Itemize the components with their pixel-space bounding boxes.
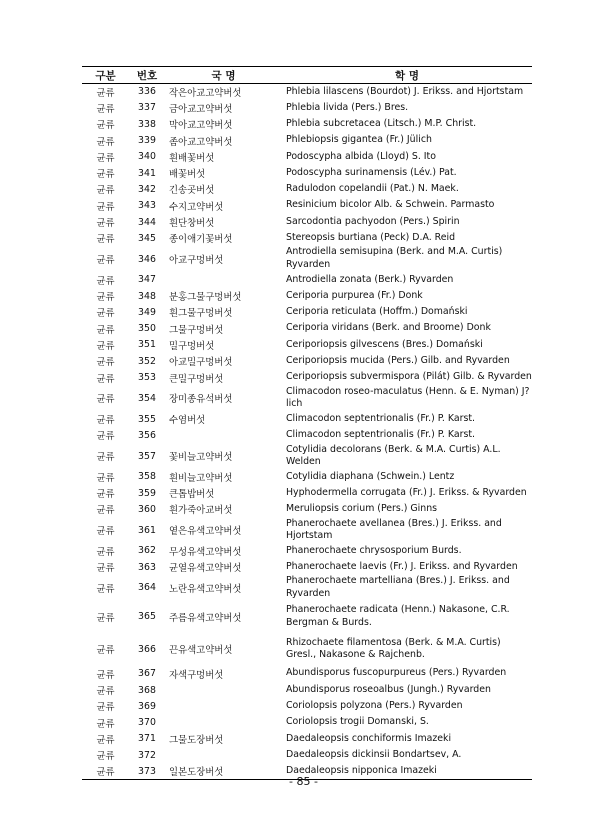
category-cell: 균류 (96, 612, 115, 624)
table-row (82, 698, 532, 714)
category-cell: 균류 (96, 415, 115, 427)
number-cell: 365 (138, 611, 156, 623)
number-cell: 356 (138, 429, 156, 441)
number-cell: 346 (138, 253, 156, 265)
category-cell: 균류 (96, 505, 115, 517)
species-table (82, 66, 532, 780)
korean-name-cell: 흰비늘고약버섯 (169, 472, 233, 484)
table-row (82, 731, 532, 747)
korean-name-cell: 수지고약버섯 (169, 201, 224, 213)
table-row (82, 214, 532, 230)
scientific-name-cell: Abundisporus fuscopurpureus (Pers.) Ryvarden (286, 667, 507, 679)
scientific-name-cell: Antrodiella semisupina (Berk. and M.A. Curtis) Ryvarden (286, 246, 503, 271)
scientific-name-cell: Coriolopsis polyzona (Pers.) Ryvarden (286, 700, 463, 711)
scientific-name-cell: Meruliopsis corium (Pers.) Ginns (286, 503, 438, 515)
table-row (82, 353, 532, 369)
number-cell: 368 (138, 684, 156, 696)
table-row (82, 272, 532, 288)
category-cell: 균류 (96, 324, 115, 336)
table-body (82, 84, 532, 780)
korean-name-cell: 흰단창버섯 (169, 218, 215, 230)
category-cell: 균류 (96, 645, 115, 657)
korean-name-cell: 끈유색고약버섯 (169, 645, 233, 657)
table-row (82, 198, 532, 214)
scientific-name-cell: Phlebiopsis gigantea (Fr.) Jülich (286, 134, 432, 146)
table-row (82, 714, 532, 730)
category-cell: 균류 (96, 472, 115, 484)
number-cell: 341 (138, 167, 156, 179)
category-cell: 균류 (96, 452, 115, 464)
number-cell: 343 (138, 200, 156, 212)
number-cell: 372 (138, 749, 156, 761)
category-cell: 균류 (96, 394, 115, 406)
table-row (82, 116, 532, 132)
table-header-row (82, 67, 532, 84)
category-cell: 균류 (96, 489, 115, 501)
korean-name-cell (165, 747, 282, 763)
korean-name-cell: 노란유색고약버섯 (169, 583, 242, 595)
number-cell: 337 (138, 102, 156, 114)
number-cell: 367 (138, 668, 156, 680)
category-cell: 균류 (96, 308, 115, 320)
scientific-name-cell: Daedaleopsis nipponica Imazeki (282, 763, 532, 779)
korean-name-cell (165, 272, 282, 288)
scientific-name-cell: Daedaleopsis conchiformis Imazeki (286, 732, 452, 744)
category-cell: 균류 (96, 526, 115, 538)
scientific-name-cell: Phlebia subcretacea (Litsch.) M.P. Christ. (286, 117, 477, 129)
korean-name-cell: 분홍그물구멍버섯 (169, 292, 242, 304)
korean-name-cell: 아교밀구멍버섯 (169, 357, 233, 369)
scientific-name-cell: Phanerochaete martelliana (Bres.) J. Erikss. and Ryvarden (286, 575, 510, 599)
korean-name-cell: 꽃비늘고약버섯 (169, 452, 233, 464)
korean-name-cell: 흰가죽아교버섯 (169, 505, 233, 517)
table-row (82, 288, 532, 304)
korean-name-cell (165, 714, 282, 730)
category-cell: 균류 (96, 103, 115, 115)
category-cell: 균류 (96, 292, 115, 304)
table-row (82, 132, 532, 148)
table-row (82, 149, 532, 165)
korean-name-cell: 밀구멍버섯 (169, 340, 215, 352)
korean-name-cell (165, 682, 282, 698)
page-number: - 85 - (289, 775, 318, 788)
category-cell: 균류 (96, 718, 115, 730)
table-row (82, 747, 532, 763)
korean-name-cell: 흰배꽃버섯 (169, 152, 215, 164)
category-cell: 균류 (96, 373, 115, 385)
table-row (82, 100, 532, 116)
scientific-name-cell: Climacodon septentrionalis (Fr.) P. Karst. (286, 429, 476, 441)
category-cell: 균류 (96, 275, 115, 287)
scientific-name-cell: Phanerochaete radicata (Henn.) Nakasone, C.R. Bergman & Burds. (286, 604, 510, 628)
korean-name-cell: 장미종유석버섯 (169, 394, 233, 406)
category-cell: 균류 (96, 546, 115, 558)
number-cell: 350 (138, 323, 156, 335)
korean-name-cell: 옅은유색고약버섯 (169, 526, 242, 538)
category-cell: 균류 (96, 136, 115, 148)
scientific-name-cell: Rhizochaete filamentosa (Berk. & M.A. Curtis) Gresl., Nakasone & Rajchenb. (286, 636, 501, 661)
category-cell: 균류 (96, 583, 115, 595)
number-cell: 370 (138, 717, 156, 729)
number-cell: 351 (138, 339, 156, 351)
number-cell: 366 (138, 643, 156, 655)
number-cell: 360 (138, 503, 156, 515)
scientific-name-cell: Ceriporia viridans (Berk. and Broome) Donk (286, 322, 491, 334)
scientific-name-cell: Coriolopsis trogii Domanski, S. (286, 716, 429, 728)
number-cell: 348 (138, 290, 156, 302)
korean-name-cell: 그물도장버섯 (169, 734, 224, 746)
category-cell: 균류 (96, 120, 115, 132)
category-cell: 균류 (96, 563, 115, 575)
scientific-name-cell: Ceriporiopsis mucida (Pers.) Gilb. and Ryvarden (286, 354, 510, 366)
category-cell: 균류 (96, 686, 115, 697)
category-cell: 균류 (96, 431, 115, 443)
scientific-name-cell: Radulodon copelandii (Pat.) N. Maek. (286, 183, 459, 195)
number-cell: 336 (138, 86, 156, 98)
category-cell: 균류 (82, 763, 129, 779)
category-cell: 균류 (96, 669, 115, 681)
number-cell: 349 (138, 306, 156, 318)
korean-name-cell: 아교구멍버섯 (169, 255, 224, 267)
table-row (82, 84, 532, 100)
number-cell: 355 (138, 413, 156, 425)
scientific-name-cell: Resinicium bicolor Alb. & Schwein. Parmasto (286, 199, 495, 211)
number-cell: 345 (138, 232, 156, 244)
korean-name-cell: 막아교고약버섯 (169, 120, 233, 132)
scientific-name-cell: Phanerochaete avellanea (Bres.) J. Erikss. and Hjortstam (286, 517, 502, 542)
number-cell: 363 (138, 561, 156, 573)
number-cell: 354 (138, 392, 156, 404)
number-cell: 357 (138, 450, 156, 462)
korean-name-cell: 작은아교고약버섯 (169, 87, 242, 99)
korean-name-cell: 큰톱밥버섯 (169, 489, 215, 501)
number-cell: 338 (138, 118, 156, 130)
korean-name-cell: 자색구멍버섯 (169, 669, 224, 681)
scientific-name-cell: Ceriporiopsis gilvescens (Bres.) Domański (286, 338, 483, 350)
category-cell: 균류 (96, 340, 115, 352)
category-cell: 균류 (96, 734, 115, 746)
header-korean-name: 국 명 (165, 67, 282, 84)
number-cell: 358 (138, 471, 156, 483)
scientific-name-cell: Podoscypha albida (Lloyd) S. Ito (286, 150, 436, 162)
scientific-name-cell: Climacodon roseo-maculatus (Henn. & E. Nyman) J?lich (286, 385, 530, 410)
korean-name-cell: 균열유색고약버섯 (169, 563, 242, 575)
number-cell: 347 (138, 274, 156, 286)
korean-name-cell: 큰밀구멍버섯 (169, 373, 224, 385)
korean-name-cell: 좀아교고약버섯 (169, 136, 233, 148)
table-row (82, 485, 532, 501)
table-row (82, 427, 532, 443)
scientific-name-cell: Podoscypha surinamensis (Lév.) Pat. (286, 166, 457, 178)
table-row (82, 337, 532, 353)
scientific-name-cell: Ceriporiopsis subvermispora (Pilát) Gilb. & Ryvarden (286, 371, 532, 383)
category-cell: 균류 (96, 87, 115, 99)
korean-name-cell: 수염버섯 (169, 415, 206, 427)
table-row (82, 386, 532, 411)
header-scientific-name: 학 명 (282, 67, 532, 84)
category-cell: 균류 (96, 201, 115, 213)
scientific-name-cell: Sarcodontia pachyodon (Pers.) Spirin (286, 215, 460, 227)
scientific-name-cell: Antrodiella zonata (Berk.) Ryvarden (286, 273, 454, 285)
category-cell: 균류 (96, 218, 115, 230)
category-cell: 균류 (96, 234, 115, 246)
table-row (82, 559, 532, 575)
korean-name-cell (165, 427, 282, 443)
category-cell: 균류 (96, 152, 115, 164)
table-row (82, 304, 532, 320)
scientific-name-cell: Stereopsis burtiana (Peck) D.A. Reid (286, 232, 456, 244)
number-cell: 373 (129, 763, 165, 779)
korean-name-cell: 금아교고약버섯 (169, 103, 233, 115)
table-row (82, 321, 532, 337)
table-row (82, 411, 532, 427)
scientific-name-cell: Climacodon septentrionalis (Fr.) P. Karst. (286, 412, 476, 424)
scientific-name-cell: Daedaleopsis dickinsii Bondartsev, A. (286, 748, 462, 760)
number-cell: 352 (138, 355, 156, 367)
number-cell: 344 (138, 216, 156, 228)
table-row (82, 682, 532, 698)
number-cell: 359 (138, 487, 156, 499)
table-row (82, 575, 532, 600)
table-row (82, 181, 532, 197)
category-cell: 균류 (96, 169, 115, 181)
korean-name-cell: 종이애기꽃버섯 (169, 234, 233, 246)
number-cell: 362 (138, 545, 156, 557)
table-row (82, 518, 532, 543)
category-cell: 균류 (96, 702, 115, 714)
category-cell: 균류 (96, 255, 115, 267)
category-cell: 균류 (96, 185, 115, 197)
number-cell: 339 (138, 135, 156, 147)
number-cell: 340 (138, 151, 156, 163)
table-row (82, 601, 532, 634)
number-cell: 353 (138, 372, 156, 384)
korean-name-cell: 배꽃버섯 (169, 169, 206, 181)
scientific-name-cell: Phanerochaete chrysosporium Burds. (286, 544, 462, 556)
scientific-name-cell: Cotylidia diaphana (Schwein.) Lentz (286, 470, 455, 482)
table-row (82, 633, 532, 666)
scientific-name-cell: Phlebia livida (Pers.) Bres. (286, 101, 409, 113)
number-cell: 361 (138, 524, 156, 536)
korean-name-cell: 주름유색고약버섯 (169, 612, 242, 624)
korean-name-cell (165, 698, 282, 714)
scientific-name-cell: Phlebia lilascens (Bourdot) J. Erikss. and Hjortstam (286, 85, 524, 97)
number-cell: 364 (138, 582, 156, 594)
number-cell: 342 (138, 183, 156, 195)
korean-name-cell: 긴송곳버섯 (169, 185, 215, 197)
table-row (82, 501, 532, 517)
category-cell: 균류 (96, 751, 115, 763)
table-row (82, 230, 532, 246)
table-row (82, 469, 532, 485)
scientific-name-cell: Hyphodermella corrugata (Fr.) J. Erikss. & Ryvarden (286, 486, 527, 498)
scientific-name-cell: Ceriporia purpurea (Fr.) Donk (286, 289, 423, 301)
table-row (82, 444, 532, 469)
scientific-name-cell: Ceriporia reticulata (Hoffm.) Domański (286, 306, 468, 318)
table-row (82, 666, 532, 682)
korean-name-cell: 흰그물구멍버섯 (169, 308, 233, 320)
table-row (82, 543, 532, 559)
table-row (82, 369, 532, 385)
table-row (82, 165, 532, 181)
korean-name-cell: 무성유색고약버섯 (169, 546, 242, 558)
scientific-name-cell: Abundisporus roseoalbus (Jungh.) Ryvarden (286, 683, 491, 695)
header-category: 구분 (82, 67, 129, 84)
number-cell: 369 (138, 700, 156, 712)
korean-name-cell: 그물구멍버섯 (169, 324, 224, 336)
korean-name-cell: 일본도장버섯 (165, 763, 282, 779)
number-cell: 371 (138, 733, 156, 745)
scientific-name-cell: Cotylidia decolorans (Berk. & M.A. Curtis) A.L. Welden (286, 443, 501, 468)
header-number: 번호 (129, 67, 165, 84)
scientific-name-cell: Phanerochaete laevis (Fr.) J. Erikss. and Ryvarden (286, 560, 518, 572)
table-row (82, 246, 532, 271)
category-cell: 균류 (96, 357, 115, 369)
